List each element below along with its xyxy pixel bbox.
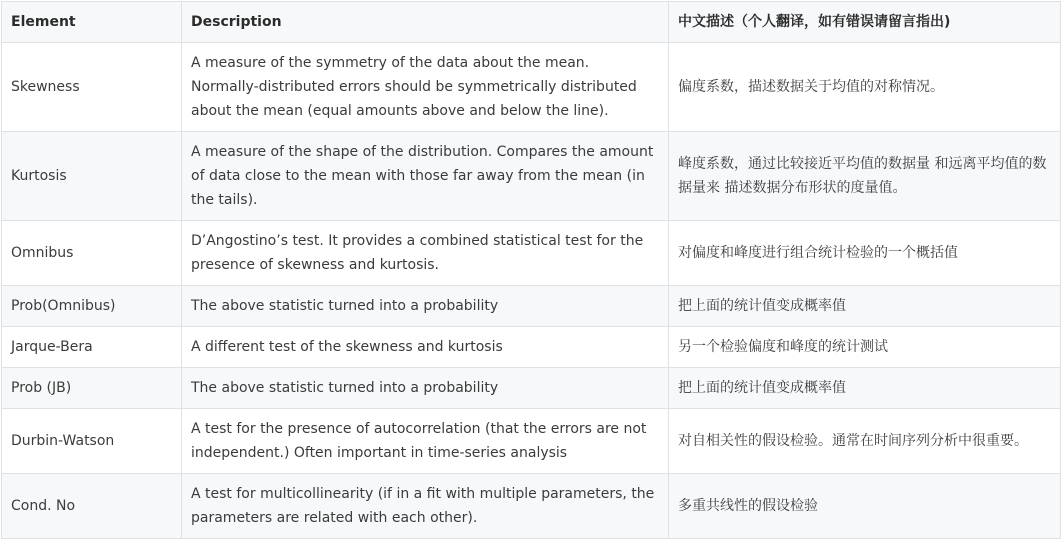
description-cell: The above statistic turned into a probability: [182, 286, 669, 327]
table-row: [2, 221, 1061, 286]
description-cell: A measure of the symmetry of the data about the mean. Normally-distributed errors should be symmetrically distributed about the mean (equal amounts above and below the line).: [182, 43, 669, 132]
element-cell: Cond. No: [2, 474, 182, 539]
header-description: Description: [182, 2, 669, 43]
element-cell: Prob (JB): [2, 368, 182, 409]
table-row: [2, 132, 1061, 221]
element-cell: Kurtosis: [2, 132, 182, 221]
chinese-cell: 对偏度和峰度进行组合统计检验的一个概括值: [669, 221, 1061, 286]
description-cell: D’Angostino’s test. It provides a combined statistical test for the presence of skewness and kurtosis.: [182, 221, 669, 286]
table-row: [2, 474, 1061, 539]
description-cell: A test for multicollinearity (if in a fit with multiple parameters, the parameters are related with each other).: [182, 474, 669, 539]
table-row: [2, 368, 1061, 409]
header-chinese-description: 中文描述（个人翻译，如有错误请留言指出): [669, 2, 1061, 43]
element-cell: Durbin-Watson: [2, 409, 182, 474]
element-cell: Skewness: [2, 43, 182, 132]
description-cell: A different test of the skewness and kurtosis: [182, 327, 669, 368]
chinese-cell: 对自相关性的假设检验。通常在时间序列分析中很重要。: [669, 409, 1061, 474]
description-cell: A test for the presence of autocorrelation (that the errors are not independent.) Often important in time-series analysis: [182, 409, 669, 474]
table-row: [2, 327, 1061, 368]
header-row: [2, 2, 1061, 43]
table-row: [2, 286, 1061, 327]
chinese-cell: 偏度系数，描述数据关于均值的对称情况。: [669, 43, 1061, 132]
description-cell: The above statistic turned into a probability: [182, 368, 669, 409]
element-cell: Prob(Omnibus): [2, 286, 182, 327]
table-row: [2, 43, 1061, 132]
statistics-table: [1, 1, 1061, 539]
chinese-cell: 把上面的统计值变成概率值: [669, 286, 1061, 327]
chinese-cell: 峰度系数，通过比较接近平均值的数据量 和远离平均值的数据量来 描述数据分布形状的度量值。: [669, 132, 1061, 221]
chinese-cell: 把上面的统计值变成概率值: [669, 368, 1061, 409]
table-row: [2, 409, 1061, 474]
chinese-cell: 另一个检验偏度和峰度的统计测试: [669, 327, 1061, 368]
element-cell: Jarque-Bera: [2, 327, 182, 368]
description-cell: A measure of the shape of the distribution. Compares the amount of data close to the mean with those far away from the mean (in the tails).: [182, 132, 669, 221]
chinese-cell: 多重共线性的假设检验: [669, 474, 1061, 539]
header-element: Element: [2, 2, 182, 43]
element-cell: Omnibus: [2, 221, 182, 286]
